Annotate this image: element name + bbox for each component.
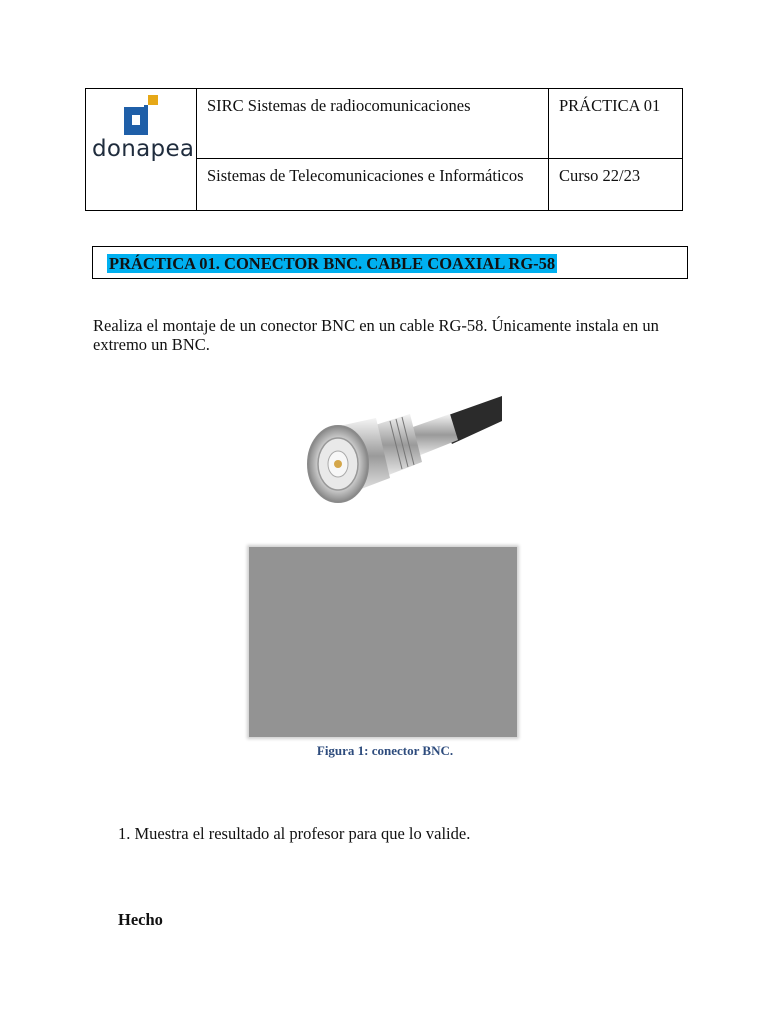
- document-title: PRÁCTICA 01. CONECTOR BNC. CABLE COAXIAL RG-58: [109, 254, 556, 273]
- subject-cell: SIRC Sistemas de radiocomunicaciones: [197, 89, 549, 159]
- logo-mark-icon: [86, 89, 196, 139]
- intro-paragraph: Realiza el montaje de un conector BNC en un cable RG-58. Únicamente instala en un extremo un BNC.: [93, 316, 659, 354]
- step-item: 1. Muestra el resultado al profesor para que lo valide.: [118, 824, 471, 843]
- bnc-connector-image: [290, 366, 502, 528]
- donapea-logo: [86, 89, 196, 210]
- title-box: [92, 246, 688, 279]
- program-cell: Sistemas de Telecomunicaciones e Informáticos: [197, 159, 549, 211]
- done-label: Hecho: [118, 910, 163, 929]
- header-table: [85, 88, 683, 211]
- logo-name: donapea: [92, 136, 195, 162]
- figure-caption-text: Figura 1: conector BNC.: [316, 743, 454, 758]
- course-cell: Curso 22/23: [549, 159, 683, 211]
- logo-cell: [86, 89, 197, 211]
- figure-placeholder-image: [249, 547, 517, 737]
- figure-caption: [0, 743, 768, 759]
- practice-cell: PRÁCTICA 01: [549, 89, 683, 159]
